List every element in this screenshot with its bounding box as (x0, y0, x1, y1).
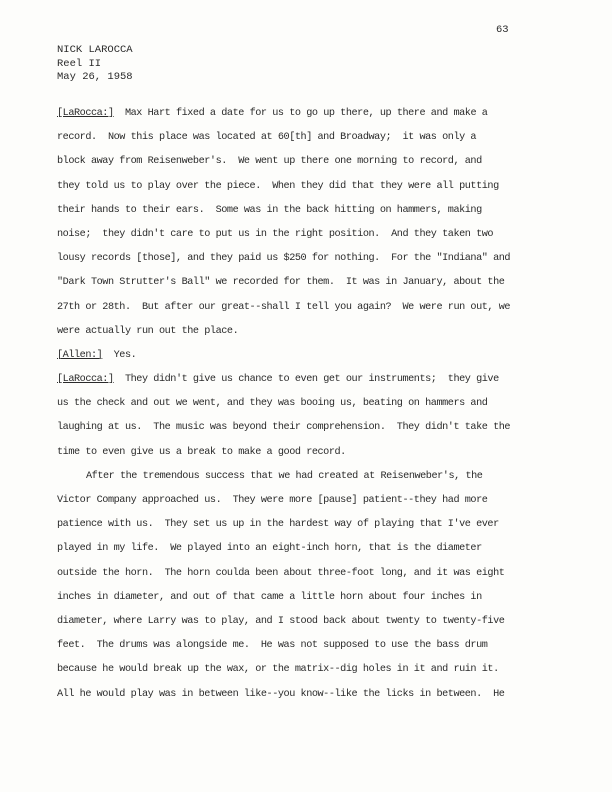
transcript-line: they told us to play over the piece. When they did that they were all putting (57, 180, 499, 192)
transcript-line: 27th or 28th. But after our great--shall I tell you again? We were run out, we (57, 301, 511, 313)
transcript-line: Victor Company approached us. They were more [pause] patient--they had more (57, 495, 488, 506)
transcript-line (57, 108, 557, 132)
transcript-line: laughing at us. The music was beyond their comprehension. They didn't take the (57, 422, 511, 434)
document-header (57, 44, 133, 85)
transcript-line: "Dark Town Strutter's Ball" we recorded for them. It was in January, about the (57, 277, 505, 289)
transcript-line: because he would break up the wax, or the matrix--dig holes in it and ruin it. (57, 664, 499, 676)
transcript-line (57, 374, 557, 398)
speaker-label: [Allen:] (57, 349, 103, 361)
transcript-line: were actually run out the place. (57, 325, 239, 337)
speaker-label: [LaRocca:] (57, 374, 114, 386)
transcript-line: time to even give us a break to make a good record. (57, 446, 346, 458)
transcript-line: their hands to their ears. Some was in the back hitting on hammers, making (57, 204, 482, 216)
line-text: Max Hart fixed a date for us to go up there, up there and make a (113, 108, 488, 119)
transcript-line: patience with us. They set us up in the hardest way of playing that I've ever (57, 519, 499, 531)
interview-date: May 26, 1958 (57, 71, 133, 83)
transcript-line: After the tremendous success that we had created at Reisenweber's, the (86, 470, 483, 482)
transcript-line: inches in diameter, and out of that came a little horn about four inches in (57, 591, 482, 603)
transcript-line: block away from Reisenweber's. We went up there one morning to record, and (57, 156, 482, 168)
transcript-line: us the check and out we went, and they was booing us, beating on hammers and (57, 398, 488, 410)
reel-label: Reel II (57, 57, 102, 70)
transcript-line: outside the horn. The horn coulda been about three-foot long, and it was eight (57, 567, 505, 579)
transcript-line: lousy records [those], and they paid us $250 for nothing. For the "Indiana" and (57, 253, 511, 265)
transcript-line: diameter, where Larry was to play, and I stood back about twenty to twenty-five (57, 615, 505, 627)
page-number: 63 (496, 24, 509, 36)
transcript-line: record. Now this place was located at 60[th] and Broadway; it was only a (57, 132, 477, 144)
transcript-line: All he would play was in between like--you know--like the licks in between. He (57, 688, 505, 700)
line-text: Yes. (102, 349, 137, 361)
transcript-line: feet. The drums was alongside me. He was not supposed to use the bass drum (57, 640, 488, 652)
transcript-line (57, 350, 557, 374)
speaker-label: [LaRocca:] (57, 108, 114, 119)
transcript-line: played in my life. We played into an eight-inch horn, that is the diameter (57, 543, 482, 555)
transcript-body (57, 108, 557, 713)
line-text: They didn't give us chance to even get our instruments; they give (113, 374, 499, 386)
interviewee-name: NICK LAROCCA (57, 44, 133, 56)
transcript-line: noise; they didn't care to put us in the right position. And they taken two (57, 228, 494, 240)
